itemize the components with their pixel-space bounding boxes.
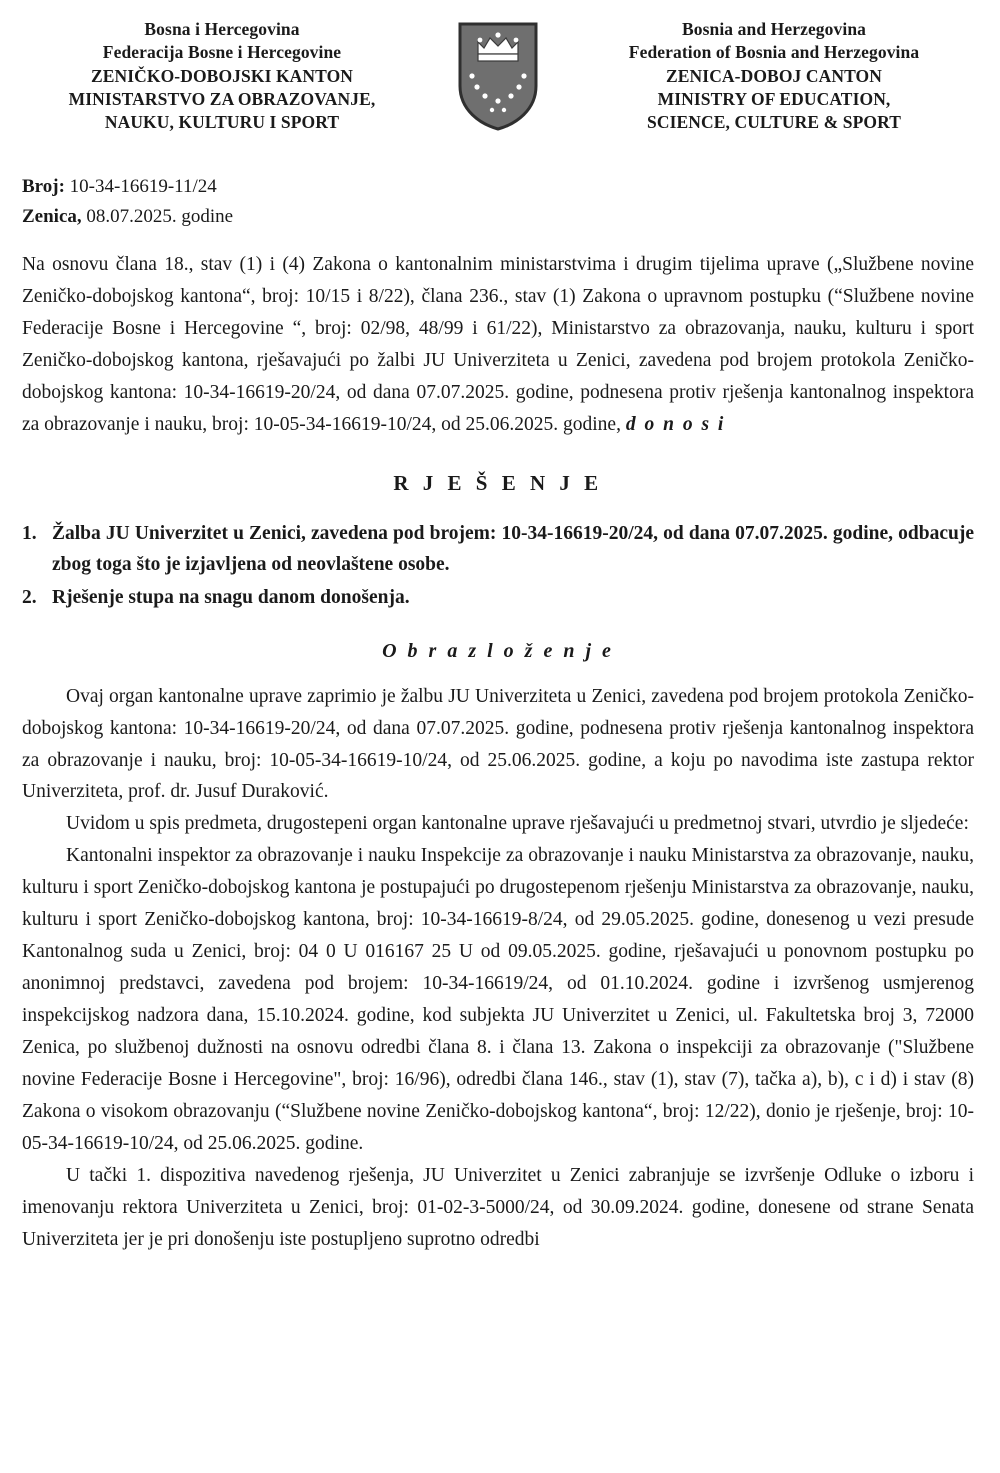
legal-basis-paragraph — [22, 249, 974, 441]
coat-of-arms-icon — [456, 20, 540, 132]
header-left-bosnian — [22, 18, 422, 134]
dispositive-item-text: Rješenje stupa na snagu danom donošenja. — [52, 587, 410, 609]
document-date-line — [22, 202, 974, 231]
document-header — [22, 18, 974, 134]
crest-container — [433, 18, 563, 132]
header-right-line4: MINISTRY OF EDUCATION, — [657, 88, 891, 109]
list-item — [22, 582, 974, 613]
explanation-title: O b r a z l o ž e n j e — [382, 639, 614, 662]
decision-title: R J E Š E N J E — [393, 471, 603, 496]
header-left-line3: ZENIČKO-DOBOJSKI KANTON — [90, 65, 354, 86]
donosi-word: d o n o s i — [625, 414, 726, 436]
header-left-line2: Federacija Bosne i Hercegovine — [102, 42, 342, 63]
document-number-label: Broj: — [22, 176, 65, 198]
dispositive-item-number: 1. — [22, 523, 37, 545]
header-left-line1: Bosna i Hercegovina — [144, 19, 300, 39]
explanation-paragraph-1: Ovaj organ kantonalne uprave zaprimio je žalbu JU Univerziteta u Zenici, zavedena pod brojem protokola Zeničko-dobojskog kantona: 10-34-16619-20/24, od dana 07.07.2025. godine, podnesena protiv rješenja kantonalnog inspektora za obrazovanje i nauku, broj: 10-05-34-16619-10/24, od 25.06.2025. godine, a koju po navodima iste zastupa rektor Univerziteta, prof. dr. Jusuf Duraković. — [22, 685, 974, 803]
header-left-line5: NAUKU, KULTURU I SPORT — [104, 112, 340, 133]
header-right-line1: Bosnia and Herzegovina — [681, 19, 867, 39]
document-meta — [22, 172, 974, 231]
document-number-value: 10-34-16619-11/24 — [69, 176, 217, 198]
dispositive-list — [22, 518, 974, 614]
header-left-line4: MINISTARSTVO ZA OBRAZOVANJE, — [68, 88, 376, 109]
dispositive-item-number: 2. — [22, 587, 37, 609]
explanation-paragraph-4: U tački 1. dispozitiva navedenog rješenja, JU Univerzitet u Zenici zabranjuje se izvršenje Odluke o izboru i imenovanju rektora Univerziteta u Zenici, broj: 01-02-3-5000/24, od 30.09.2024. godine, donesene od strane Senata Univerziteta jer je pri donošenju iste postupljeno suprotno odredbi — [22, 1165, 974, 1251]
list-item — [22, 518, 974, 580]
explanation-paragraph-3: Kantonalni inspektor za obrazovanje i nauku Inspekcije za obrazovanje i nauku Ministarstva za obrazovanje, nauku, kulturu i sport Zeničko-dobojskog kantona je postupajući po drugostepenom rješenju Ministarstva za obrazovanje, nauku, kulturu i sport Zeničko-dobojskog kantona, broj: 10-34-16619-8/24, od 29.05.2025. godine, donesenog u vezi presude Kantonalnog suda u Zenici, broj: 04 0 U 016167 25 U od 09.05.2025. godine, rješavajući u ponovnom postupku po anonimnoj predstavci, zavedena pod brojem: 10-34-16619/24, od 01.10.2024. godine i izvršenog usmjerenog inspekcijskog nadzora dana, 15.10.2024. godine, kod subjekta JU Univerzitet u Zenici, ul. Fakultetska broj 3, 72000 Zenica, po službenoj dužnosti na osnovu odredbi člana 8. i člana 13. Zakona o inspekciji za obrazovanje ("Službene novine Federacije Bosne i Hercegovine", broj: 16/96), odredbi člana 146., stav (1), stav (7), tačka a), b), c i d) i stav (8) Zakona o visokom obrazovanju (“Službene novine Zeničko-dobojskog kantona“, broj: 12/22), donio je rješenje, broj: 10-05-34-16619-10/24, od 25.06.2025. godine. — [22, 845, 974, 1155]
legal-basis-text: Na osnovu člana 18., stav (1) i (4) Zakona o kantonalnim ministarstvima i drugim tijelima uprave („Službene novine Zeničko-dobojskog kantona“, broj: 10/15 i 8/22), člana 236., stav (1) Zakona o upravnom postupku (“Službene novine Federacije Bosne i Hercegovine “, broj: 02/98, 48/99 i 61/22), Ministarstvo za obrazovanja, nauku, kulturu i sport Zeničko-dobojskog kantona, rješavajući po žalbi JU Univerziteta u Zenici, zavedena pod brojem protokola Zeničko-dobojskog kantona: 10-34-16619-20/24, od dana 07.07.2025. godine, podnesena protiv rješenja kantonalnog inspektora za obrazovanje i nauku, broj: 10-05-34-16619-10/24, od 25.06.2025. godine, — [22, 254, 974, 436]
header-right-line5: SCIENCE, CULTURE & SPORT — [647, 112, 901, 133]
explanation-body — [22, 681, 974, 1256]
header-right-line3: ZENICA-DOBOJ CANTON — [666, 65, 882, 86]
dispositive-item-text: Žalba JU Univerzitet u Zenici, zavedena pod brojem: 10-34-16619-20/24, od dana 07.07.2025. godine, odbacuje zbog toga što je izjavljena od neovlaštene osobe. — [52, 523, 974, 576]
document-date-value: 08.07.2025. godine — [86, 205, 234, 227]
header-right-line2: Federation of Bosnia and Herzegovina — [628, 42, 920, 63]
document-number-line — [22, 172, 974, 201]
explanation-paragraph-2: Uvidom u spis predmeta, drugostepeni organ kantonalne uprave rješavajući u predmetnoj stvari, utvrdio je sljedeće: — [66, 813, 969, 835]
header-right-english — [574, 18, 974, 134]
document-place-label: Zenica, — [22, 205, 82, 227]
